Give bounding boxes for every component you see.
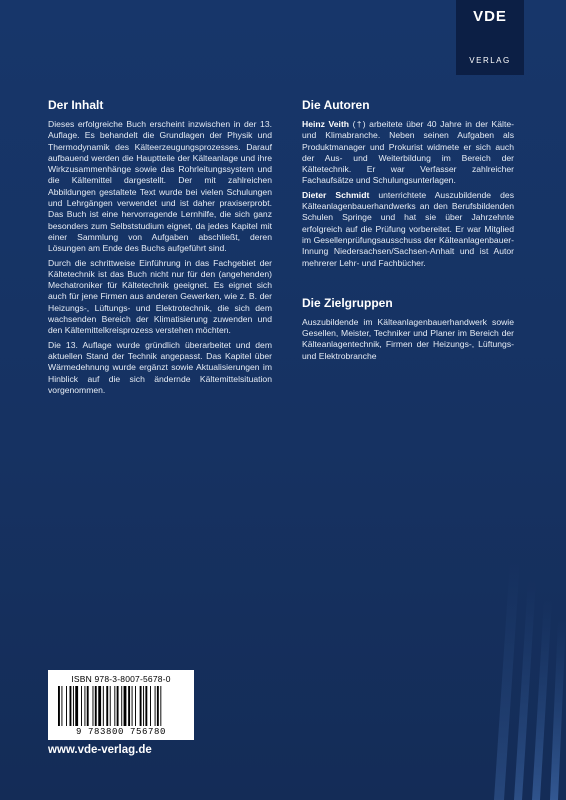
- author-veith-text: (†) arbeitete über 40 Jahre in der Kälte- und Klimabranche. Neben seinen Aufgaben als Produktmanager und Prokurist widmete er sich auch der Aus- und Weiterbildung im Bereich der Kältetechnik. Er war Verfasser zahlreicher Fachaufsätze und Schulungsunterlagen.: [302, 119, 514, 186]
- author-schmidt-bio: [302, 190, 514, 269]
- logo-brand: VDE: [473, 8, 507, 25]
- website-url: www.vde-verlag.de: [48, 744, 152, 756]
- heading-inhalt: Der Inhalt: [48, 98, 104, 112]
- author-schmidt-text: unterrichtete Auszubildende des Kälteanlagenbauerhandwerks an den Berufsbildenden Schulen Springe und hat sie über Jahrzehnte erfolgreich auf die Prüfung vorbereitet. Er war Mitglied im Gesellenprüfungsausschuss der Kälteanlagenbauer-Innung Niedersachsen/Sachsen-Anhalt und ist Autor mehrerer Lehr- und Fachbücher.: [302, 189, 514, 268]
- zielgruppen-text: Auszubildende im Kälteanlagenbauerhandwerk sowie Gesellen, Meister, Techniker und Planer im Bereich der Kälteanlagentechnik, Firmen der Heizungs-, Lüftungs- und Elektrobranche: [302, 316, 514, 361]
- decorative-stripes: [470, 560, 566, 800]
- isbn-barcode: [48, 670, 194, 740]
- inhalt-paragraph-1: Dieses erfolgreiche Buch erscheint inzwischen in der 13. Auflage. Es behandelt die Grundlagen der Physik und Thermodynamik des Kälteerzeugungsprozesses. Darauf aufbauend werden die Hauptteile der Kälteanlage und ihre Wirkzusammenhänge sowie das Rohrleitungssystem und die Kältemittel dargestellt. Der mit zahlreichen Abbildungen gestaltete Text wurde bei vielen Schulungen und Lehrgängen verwendet und ist daher praxiserprobt. Das Buch ist eine hervorragende Lernhilfe, die sich ganz besonders zum Selbststudium eignet, da jedes Kapitel mit einer Sammlung von Aufgaben abschließt, deren Lösungen am Ende des Buchs aufgeführt sind.: [48, 119, 272, 254]
- column-left: [48, 98, 272, 399]
- vde-verlag-logo: [456, 0, 524, 75]
- barcode-digits: 9 783800 756780: [75, 727, 166, 737]
- heading-autoren: Die Autoren: [302, 98, 370, 112]
- barcode-bars: [58, 686, 186, 726]
- inhalt-paragraph-2: Durch die schrittweise Einführung in das Fachgebiet der Kältetechnik ist das Buch nicht nur für den (angehenden) Mechatroniker für Kältetechnik geeignet. Es eignet sich auch für jene Firmen aus anderen Gewerken, wie z. B. der Heizungs-, Lüftungs- und Elektrotechnik, die sich dem wachsenden Bereich der Klimatisierung zuwenden und den Kältemittelkreisprozess verstehen möchten.: [48, 257, 272, 336]
- column-right: [302, 98, 514, 365]
- isbn-label: ISBN 978-3-8007-5678-0: [71, 674, 171, 684]
- heading-zielgruppen: Die Zielgruppen: [302, 295, 393, 310]
- author-schmidt-name: Dieter Schmidt: [302, 189, 370, 200]
- author-veith-name: Heinz Veith: [302, 119, 350, 129]
- logo-subtitle: VERLAG: [469, 56, 511, 65]
- inhalt-paragraph-3: Die 13. Auflage wurde gründlich überarbeitet und dem aktuellen Stand der Technik angepasst. Das Kapitel über Wärmedehnung wurde ergänzt sowie Aktualisierungen im Hinblick auf die sich ändernde Kältemittelsituation vorgenommen.: [48, 339, 272, 395]
- author-veith-bio: [302, 119, 514, 187]
